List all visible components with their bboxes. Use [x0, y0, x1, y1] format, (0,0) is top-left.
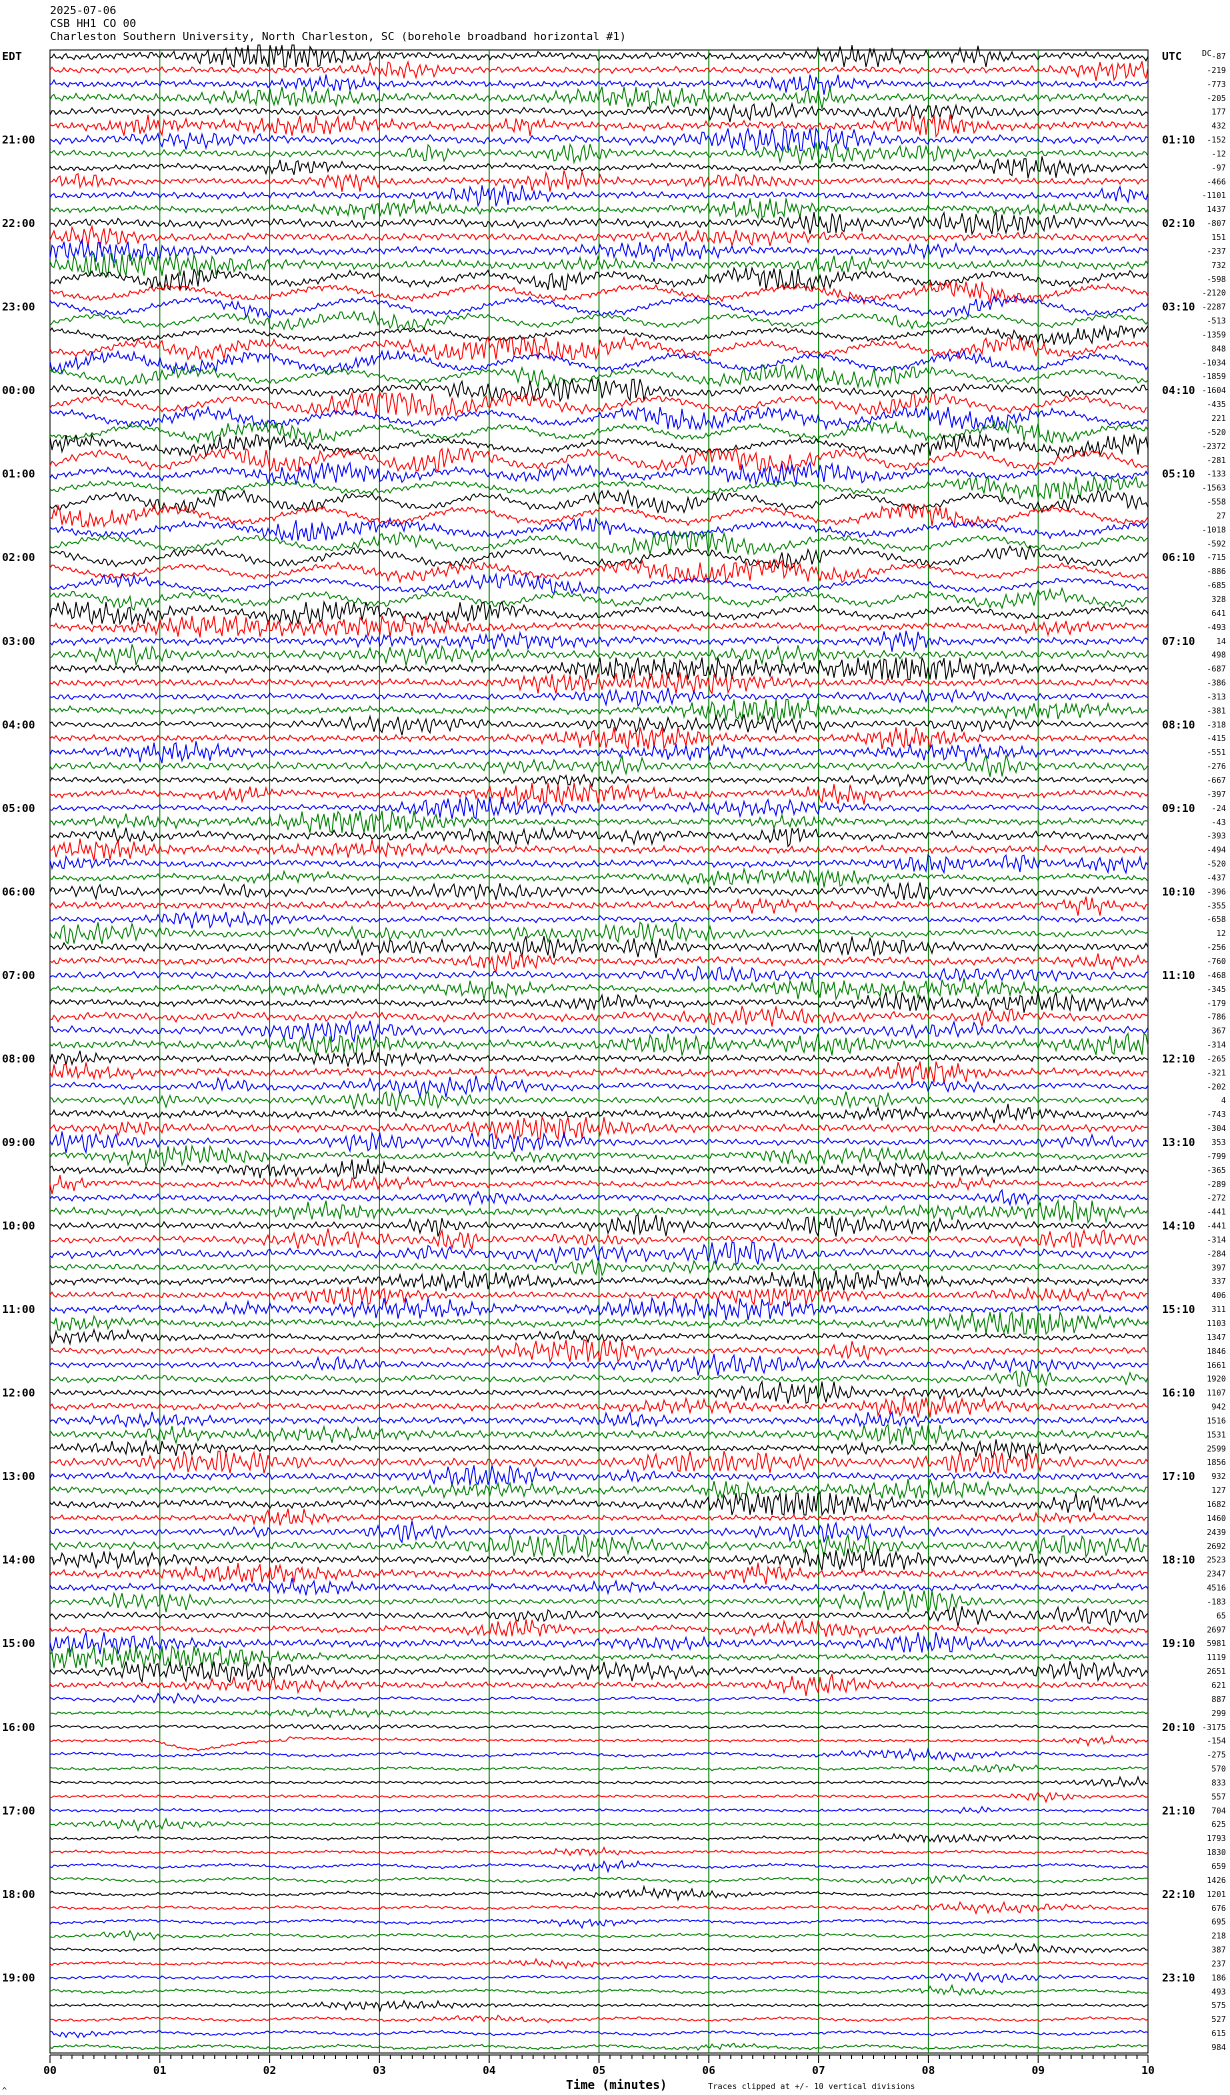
dc-offset-label: 1661	[1206, 1360, 1226, 1370]
dc-offset-label: -558	[1206, 497, 1226, 507]
utc-hour-label: 20:10	[1162, 1720, 1196, 1734]
dc-offset-label: 1920	[1206, 1374, 1226, 1384]
edt-hour-label: 21:00	[2, 133, 36, 147]
dc-offset-label: 337	[1211, 1277, 1226, 1287]
dc-offset-label: -152	[1206, 135, 1226, 145]
dc-offset-label: 575	[1211, 2001, 1226, 2011]
dc-offset-label: 299	[1211, 1708, 1226, 1718]
edt-hour-label: 00:00	[2, 384, 36, 398]
dc-offset-label: -314	[1206, 1235, 1226, 1245]
dc-offset-label: 2599	[1206, 1444, 1226, 1454]
dc-offset-label: 570	[1211, 1764, 1226, 1774]
dc-offset-label: -520	[1206, 427, 1226, 437]
dc-offset-label: 732	[1211, 260, 1226, 270]
x-tick-label: 03	[372, 2064, 387, 2077]
dc-offset-label: -1563	[1201, 483, 1226, 493]
dc-offset-label: 2523	[1206, 1555, 1226, 1565]
dc-offset-label: -205	[1206, 93, 1226, 103]
dc-offset-label: -466	[1206, 177, 1226, 187]
dc-offset-label: 397	[1211, 1263, 1226, 1273]
dc-offset-label: 387	[1211, 1945, 1226, 1955]
dc-offset-label: 5981	[1206, 1639, 1226, 1649]
dc-offset-label: -24	[1211, 803, 1226, 813]
utc-hour-label: 22:10	[1162, 1887, 1196, 1901]
dc-offset-label: 625	[1211, 1820, 1226, 1830]
dc-offset-label: -1359	[1201, 330, 1226, 340]
dc-offset-label: 2651	[1206, 1667, 1226, 1677]
dc-offset-label: 4	[1221, 1096, 1226, 1106]
dc-offset-label: 353	[1211, 1138, 1226, 1147]
dc-offset-label: 1793	[1206, 1834, 1226, 1844]
utc-hour-label: 12:10	[1162, 1052, 1196, 1066]
dc-offset-label: -97	[1211, 163, 1226, 173]
utc-hour-label: 11:10	[1162, 968, 1196, 982]
dc-offset-label: 641	[1211, 608, 1226, 618]
utc-hour-label: 19:10	[1162, 1637, 1196, 1651]
utc-hour-label: 04:10	[1162, 384, 1196, 398]
dc-offset-label: 1426	[1206, 1875, 1226, 1885]
x-tick-label: 05	[592, 2064, 606, 2077]
dc-offset-label: -1034	[1201, 358, 1226, 368]
dc-offset-label: 1437	[1206, 205, 1226, 215]
edt-hour-label: 03:00	[2, 634, 36, 648]
dc-offset-label: 12	[1216, 929, 1226, 939]
dc-offset-label: 659	[1211, 1862, 1226, 1871]
x-tick-label: 01	[153, 2064, 167, 2077]
utc-hour-label: 15:10	[1162, 1303, 1196, 1317]
utc-hour-label: 07:10	[1162, 634, 1196, 648]
dc-offset-label: 1682	[1206, 1500, 1226, 1509]
dc-offset-label: -658	[1206, 915, 1226, 925]
dc-offset-label: 1856	[1206, 1458, 1226, 1468]
dc-offset-label: 498	[1211, 650, 1226, 660]
edt-hour-label: 17:00	[2, 1804, 36, 1818]
utc-hour-label: 14:10	[1162, 1219, 1196, 1233]
dc-offset-label: -289	[1206, 1179, 1226, 1189]
edt-axis-label: EDT	[2, 50, 22, 63]
station-label: CSB HH1 CO 00	[50, 17, 137, 30]
edt-hour-label: 01:00	[2, 467, 36, 481]
dc-offset-label: -685	[1206, 581, 1226, 591]
edt-hour-label: 05:00	[2, 801, 36, 815]
dc-offset-label: -276	[1206, 762, 1226, 772]
dc-offset-label: -393	[1206, 831, 1226, 841]
utc-hour-label: 16:10	[1162, 1386, 1196, 1400]
utc-hour-label: 18:10	[1162, 1553, 1196, 1567]
x-tick-label: 06	[702, 2064, 716, 2077]
label-layer	[2, 49, 1226, 2077]
dc-offset-label: 615	[1211, 2029, 1226, 2039]
dc-offset-label: 1103	[1206, 1319, 1226, 1328]
dc-offset-label: -256	[1206, 943, 1226, 953]
dc-offset-label: 4516	[1206, 1583, 1226, 1593]
corner-mark: ^	[2, 2086, 7, 2095]
dc-offset-label: -2120	[1201, 288, 1226, 298]
dc-offset-label: -520	[1206, 859, 1226, 869]
dc-offset-label: 1119	[1206, 1653, 1226, 1663]
edt-hour-label: 04:00	[2, 718, 36, 732]
edt-hour-label: 10:00	[2, 1219, 36, 1233]
dc-offset-label: -133	[1206, 469, 1226, 479]
dc-offset-label: 127	[1211, 1486, 1226, 1496]
x-tick-label: 04	[482, 2064, 496, 2077]
dc-offset-label: -799	[1206, 1151, 1226, 1161]
dc-offset-label: 1846	[1206, 1346, 1226, 1356]
dc-offset-label: -441	[1206, 1207, 1226, 1217]
dc-offset-label: 493	[1211, 1987, 1226, 1997]
edt-hour-label: 18:00	[2, 1887, 36, 1901]
dc-offset-label: -281	[1206, 455, 1226, 465]
dc-offset-label: 1460	[1206, 1513, 1226, 1523]
dc-offset-label: -786	[1206, 1012, 1226, 1022]
dc-offset-label: -43	[1211, 817, 1226, 827]
dc-offset-label: -667	[1206, 776, 1226, 785]
dc-offset-label: -237	[1206, 246, 1226, 256]
edt-hour-label: 12:00	[2, 1386, 36, 1400]
utc-hour-label: 08:10	[1162, 718, 1196, 732]
dc-offset-label: 218	[1211, 1931, 1226, 1941]
dc-offset-label: 833	[1211, 1778, 1226, 1788]
dc-offset-label: 2692	[1206, 1541, 1226, 1551]
utc-hour-label: 23:10	[1162, 1971, 1196, 1985]
dc-offset-label: -355	[1206, 901, 1226, 911]
x-tick-label: 10	[1141, 2064, 1155, 2077]
dc-offset-label: -807	[1206, 219, 1226, 229]
dc-offset-label: -365	[1206, 1165, 1226, 1175]
dc-offset-label: -441	[1206, 1221, 1226, 1231]
dc-offset-label: 887	[1211, 1694, 1226, 1704]
dc-offset-label: -265	[1206, 1054, 1226, 1064]
dc-offset-label: 2697	[1206, 1625, 1226, 1635]
dc-offset-label: -715	[1206, 553, 1226, 563]
dc-offset-label: 1531	[1206, 1430, 1226, 1440]
dc-offset-label: -687	[1206, 664, 1226, 674]
dc-offset-label: -3175	[1201, 1722, 1226, 1732]
dc-offset-label: 432	[1211, 121, 1226, 131]
dc-offset-label: -743	[1206, 1110, 1226, 1120]
dc-offset-label: 1347	[1206, 1332, 1226, 1342]
dc-offset-label: 406	[1211, 1291, 1226, 1301]
dc-offset-label: 2439	[1206, 1527, 1226, 1537]
x-tick-label: 08	[921, 2064, 936, 2077]
dc-offset-label: -304	[1206, 1124, 1226, 1134]
dc-offset-label: 932	[1211, 1472, 1226, 1482]
utc-hour-label: 06:10	[1162, 551, 1196, 565]
dc-offset-label: -318	[1206, 720, 1226, 730]
dc-offset-label: 177	[1211, 107, 1226, 117]
dc-offset-label: 328	[1211, 595, 1226, 604]
edt-hour-label: 11:00	[2, 1303, 36, 1317]
dc-offset-label: -592	[1206, 539, 1226, 549]
dc-offset-label: -154	[1206, 1736, 1226, 1746]
dc-offset-label: -1604	[1201, 386, 1226, 396]
dc-offset-label: -551	[1206, 748, 1226, 758]
dc-offset-label: 1201	[1206, 1889, 1226, 1899]
dc-offset-label: -345	[1206, 984, 1226, 994]
dc-offset-label: 984	[1211, 2043, 1226, 2052]
dc-offset-label: -1018	[1201, 525, 1226, 535]
dc-offset-label: -2287	[1201, 302, 1226, 312]
dc-offset-label: -494	[1206, 845, 1226, 855]
dc-offset-label: -179	[1206, 998, 1226, 1008]
edt-hour-label: 15:00	[2, 1637, 36, 1651]
dc-offset-label: 2347	[1206, 1569, 1226, 1579]
dc-offset-label: 848	[1211, 344, 1226, 354]
dc-offset-label: -275	[1206, 1750, 1226, 1760]
dc-offset-label: 557	[1211, 1792, 1226, 1802]
dc-offset-label: -12	[1211, 149, 1226, 159]
dc-offset-label: -437	[1206, 873, 1226, 883]
dc-offset-label: 695	[1211, 1917, 1226, 1927]
edt-hour-label: 22:00	[2, 217, 36, 231]
x-tick-label: 02	[262, 2064, 277, 2077]
dc-offset-label: 676	[1211, 1903, 1226, 1913]
x-tick-label: 00	[43, 2064, 57, 2077]
dc-offset-label: -284	[1206, 1249, 1226, 1259]
dc-offset-label: 704	[1211, 1806, 1226, 1816]
dc-offset-label: -493	[1206, 622, 1226, 632]
utc-hour-label: 03:10	[1162, 300, 1196, 314]
dc-offset-label: -202	[1206, 1082, 1226, 1092]
dc-offset-label: -87	[1211, 52, 1226, 61]
dc-offset-label: 27	[1216, 511, 1226, 521]
edt-hour-label: 14:00	[2, 1553, 36, 1567]
dc-offset-label: 186	[1211, 1973, 1226, 1983]
edt-hour-label: 19:00	[2, 1971, 36, 1985]
station-description: Charleston Southern University, North Charleston, SC (borehole broadband horizontal #1)	[50, 30, 627, 43]
dc-offset-label: -386	[1206, 678, 1226, 688]
edt-hour-label: 09:00	[2, 1136, 36, 1149]
clip-note: Traces clipped at +/- 10 vertical divisions	[708, 2082, 916, 2091]
dc-offset-label: -272	[1206, 1193, 1226, 1203]
dc-offset-label: -468	[1206, 970, 1226, 980]
dc-offset-label: 14	[1216, 636, 1226, 646]
dc-offset-label: -321	[1206, 1068, 1226, 1078]
utc-hour-label: 05:10	[1162, 467, 1196, 481]
dc-offset-label: -1859	[1201, 372, 1226, 382]
dc-offset-label: -886	[1206, 567, 1226, 577]
dc-offset-label: 1107	[1206, 1388, 1226, 1398]
dc-offset-label: -313	[1206, 692, 1226, 702]
dc-offset-label: -397	[1206, 789, 1226, 799]
utc-hour-label: 17:10	[1162, 1470, 1196, 1484]
x-tick-label: 09	[1031, 2064, 1045, 2077]
edt-hour-label: 02:00	[2, 551, 36, 565]
dc-offset-label: -773	[1206, 79, 1226, 89]
dc-offset-label: 151	[1211, 233, 1226, 242]
dc-offset-label: -1101	[1201, 191, 1226, 201]
utc-hour-label: 02:10	[1162, 217, 1196, 231]
dc-offset-label: 621	[1211, 1681, 1226, 1690]
date-label: 2025-07-06	[50, 4, 117, 17]
dc-offset-label: -513	[1206, 316, 1226, 326]
dc-offset-label: 527	[1211, 2015, 1226, 2025]
dc-offset-label: -183	[1206, 1597, 1226, 1607]
dc-offset-label: 65	[1216, 1611, 1226, 1621]
dc-offset-label: -760	[1206, 957, 1226, 966]
dc-offset-label: -415	[1206, 734, 1226, 744]
x-tick-label: 07	[811, 2064, 826, 2077]
utc-hour-label: 13:10	[1162, 1136, 1196, 1149]
utc-hour-label: 09:10	[1162, 801, 1196, 815]
dc-offset-label: 942	[1211, 1402, 1226, 1412]
dc-offset-label: 1830	[1206, 1848, 1226, 1858]
dc-offset-label: -2372	[1201, 441, 1226, 451]
edt-hour-label: 16:00	[2, 1720, 36, 1734]
edt-hour-label: 23:00	[2, 300, 36, 314]
dc-offset-label: -381	[1206, 706, 1226, 716]
edt-hour-label: 13:00	[2, 1470, 36, 1484]
dc-offset-label: 311	[1211, 1305, 1226, 1315]
utc-hour-label: 21:10	[1162, 1804, 1196, 1818]
edt-hour-label: 08:00	[2, 1052, 36, 1066]
dc-offset-label: 221	[1211, 414, 1226, 423]
dc-offset-label: 367	[1211, 1026, 1226, 1036]
edt-hour-label: 07:00	[2, 968, 36, 982]
utc-axis-label: UTC	[1162, 50, 1182, 63]
dc-offset-label: -396	[1206, 887, 1226, 897]
utc-hour-label: 01:10	[1162, 133, 1196, 147]
dc-offset-label: 1516	[1206, 1416, 1226, 1426]
dc-axis-label: DC	[1202, 49, 1212, 58]
utc-hour-label: 10:10	[1162, 885, 1196, 899]
dc-offset-label: -598	[1206, 274, 1226, 284]
edt-hour-label: 06:00	[2, 885, 36, 899]
x-axis-label: Time (minutes)	[566, 2078, 668, 2092]
dc-offset-label: -435	[1206, 400, 1226, 410]
dc-offset-label: -314	[1206, 1040, 1226, 1050]
dc-offset-label: 237	[1211, 1959, 1226, 1969]
dc-offset-label: -219	[1206, 65, 1226, 75]
